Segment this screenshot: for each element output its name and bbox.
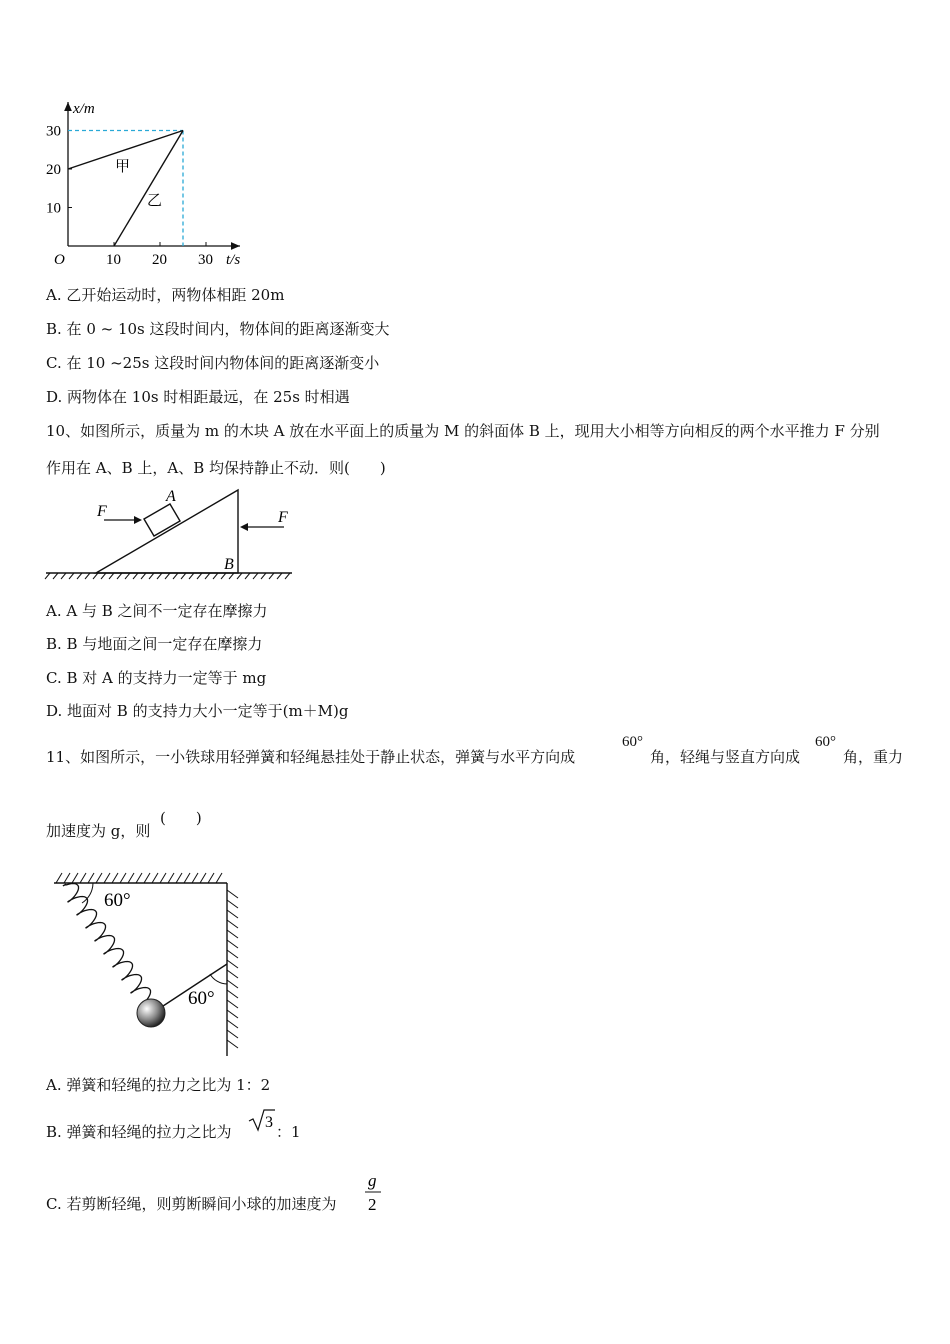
q11-stem-paren: ( ) — [160, 809, 202, 827]
spring-ball-figure — [0, 860, 260, 1060]
q11-stem-part2: 角，轻绳与竖直方向成 — [650, 748, 801, 766]
origin-label: O — [54, 252, 65, 268]
q11-option-b-pre: B. 弹簧和轻绳的拉力之比为 — [46, 1123, 232, 1141]
q10-stem-line2: 作用在 A、B 上，A、B 均保持静止不动．则( ) — [46, 459, 386, 477]
guide-lines — [68, 131, 183, 247]
q11-stem-angle2: 60° — [815, 734, 836, 750]
incline-figure — [0, 480, 320, 590]
q11-stem-angle1: 60° — [622, 734, 643, 750]
xt-graph — [0, 0, 950, 300]
sqrt-symbol — [248, 1108, 276, 1132]
q9-option-b: B. 在 0 ~ 10s 这段时间内，物体间的距离逐渐变大 — [46, 320, 390, 338]
spring-angle-label: 60° — [104, 890, 131, 911]
rope-angle-arc — [210, 974, 227, 984]
q11-option-a: A. 弹簧和轻绳的拉力之比为 1：2 — [46, 1076, 271, 1094]
wall-hatching — [227, 890, 238, 1048]
label-f-left: F — [97, 503, 107, 520]
q9-option-c: C. 在 10 ~25s 这段时间内物体间的距离逐渐变小 — [46, 354, 380, 372]
q11-stem-part3: 角，重力 — [843, 748, 904, 766]
q10-option-a: A. A 与 B 之间不一定存在摩擦力 — [46, 602, 268, 620]
ceiling-hatching — [56, 873, 222, 883]
q10-stem-line1: 10、如图所示，质量为 m 的木块 A 放在水平面上的质量为 M 的斜面体 B 上，现用大小相等方向相反的两个水平推力 F 分别 — [46, 422, 880, 440]
q10-option-b: B. B 与地面之间一定存在摩擦力 — [46, 635, 263, 653]
force-arrowhead-left — [134, 516, 142, 524]
label-f-right: F — [278, 509, 288, 526]
q11-option-c-pre: C. 若剪断轻绳，则剪断瞬间小球的加速度为 — [46, 1195, 337, 1213]
q10-option-c: C. B 对 A 的支持力一定等于 mg — [46, 669, 267, 687]
q11-stem-part1: 11、如图所示，一小铁球用轻弹簧和轻绳悬挂处于静止状态，弹簧与水平方向成 — [46, 748, 576, 766]
q9-option-d: D. 两物体在 10s 时相距最远，在 25s 时相遇 — [46, 388, 350, 406]
x-tick-label: 30 — [198, 252, 213, 268]
fraction-g-over-2 — [362, 1168, 386, 1216]
force-arrowhead-right — [240, 523, 248, 531]
fraction-numerator: g — [368, 1171, 377, 1190]
label-b: B — [224, 556, 234, 573]
y-tick-label: 30 — [46, 123, 61, 140]
block-a — [144, 504, 180, 536]
y-tick-label: 20 — [46, 162, 61, 178]
iron-ball — [137, 999, 165, 1027]
series-label-yi: 乙 — [147, 193, 163, 209]
series-lines — [68, 131, 183, 247]
sqrt-radicand: 3 — [265, 1114, 273, 1131]
series-label-jia: 甲 — [115, 159, 131, 175]
fraction-denominator: 2 — [368, 1195, 377, 1214]
x-tick-label: 10 — [106, 252, 121, 268]
q10-option-d: D. 地面对 B 的支持力大小一定等于(m＋M)g — [46, 702, 349, 720]
q9-option-a: A. 乙开始运动时，两物体相距 20m — [46, 286, 285, 304]
q11-option-b-post: ：1 — [276, 1123, 301, 1141]
y-axis-label: x/m — [73, 101, 95, 117]
label-a: A — [166, 488, 176, 505]
x-axis-label: t/s — [226, 252, 241, 268]
rope-angle-label: 60° — [188, 988, 215, 1009]
ground-hatching — [45, 573, 290, 579]
y-tick-label: 10 — [46, 200, 61, 217]
series-line-yi — [114, 131, 183, 247]
q11-stem-line2: 加速度为 g，则 — [46, 822, 151, 840]
x-tick-label: 20 — [152, 252, 167, 268]
